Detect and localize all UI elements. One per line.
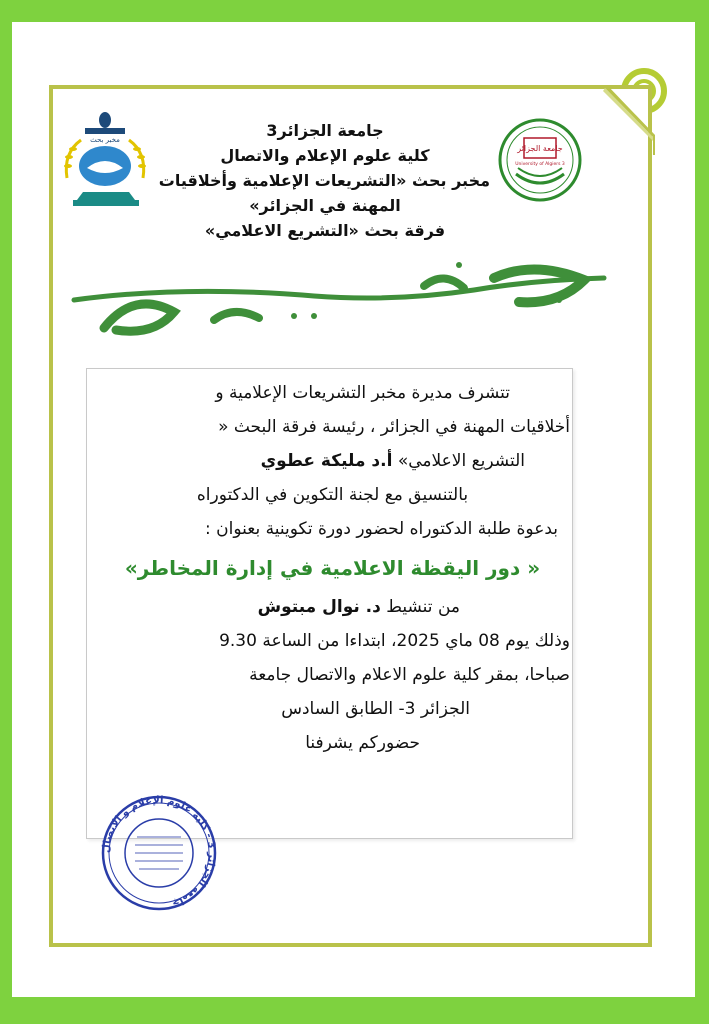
research-team-name: فرقة بحث «التشريع الاعلامي» <box>204 221 446 240</box>
institution-header <box>160 118 490 243</box>
body-line-7: وذلك يوم 08 ماي 2025، ابتداءا من الساعة 9.30 <box>219 631 570 651</box>
director-name: أ.د مليكة عطوي <box>260 451 393 471</box>
invitation-headline <box>64 250 614 350</box>
closing-line: حضوركم يشرفنا <box>305 733 420 753</box>
body-line-2: أخلاقيات المهنة في الجزائر ، رئيسة فرقة البحث « <box>218 417 570 437</box>
official-stamp <box>85 793 233 913</box>
svg-text:جامعة الجزائر 3 - كلية علوم ال: جامعة الجزائر 3 - كلية علوم الإعلام و الاتصال <box>100 794 218 910</box>
body-line-8: صباحا، بمقر كلية علوم الاعلام والاتصال جامعة <box>249 665 570 685</box>
lab-name-line1: مخبر بحث «التشريعات الإعلامية وأخلاقيات <box>158 171 490 190</box>
faculty-name: كلية علوم الإعلام والاتصال <box>220 146 430 165</box>
body-line-6 <box>95 590 570 624</box>
team-name: التشريع الاعلامي» <box>397 451 525 471</box>
invitation-body <box>95 376 570 760</box>
body-line-5: بدعوة طلبة الدكتوراه لحضور دورة تكوينية بعنوان : <box>205 519 558 539</box>
body-line-1: تتشرف مديرة مخبر التشريعات الإعلامية و <box>215 383 510 403</box>
body-line-4: بالتنسيق مع لجنة التكوين في الدكتوراه <box>196 485 469 505</box>
svg-text:جامعة الجزائر: جامعة الجزائر <box>517 144 563 153</box>
body-line-9: الجزائر 3- الطابق السادس <box>281 699 470 719</box>
university-algiers3-logo <box>496 112 584 208</box>
svg-text:University of Algiers 3: University of Algiers 3 <box>515 162 565 167</box>
training-title: « دور اليقظة الاعلامية في إدارة المخاطر» <box>124 556 541 580</box>
university-name: جامعة الجزائر3 <box>266 121 384 140</box>
facilitator-name: د. نوال مبتوش <box>257 597 381 617</box>
facilitator-label: من تنشيط <box>386 597 460 617</box>
svg-text:مخبر بحث: مخبر بحث <box>90 136 120 144</box>
research-lab-logo <box>55 108 157 212</box>
lab-name-line2: المهنة في الجزائر» <box>249 196 401 215</box>
body-line-3 <box>95 444 570 478</box>
